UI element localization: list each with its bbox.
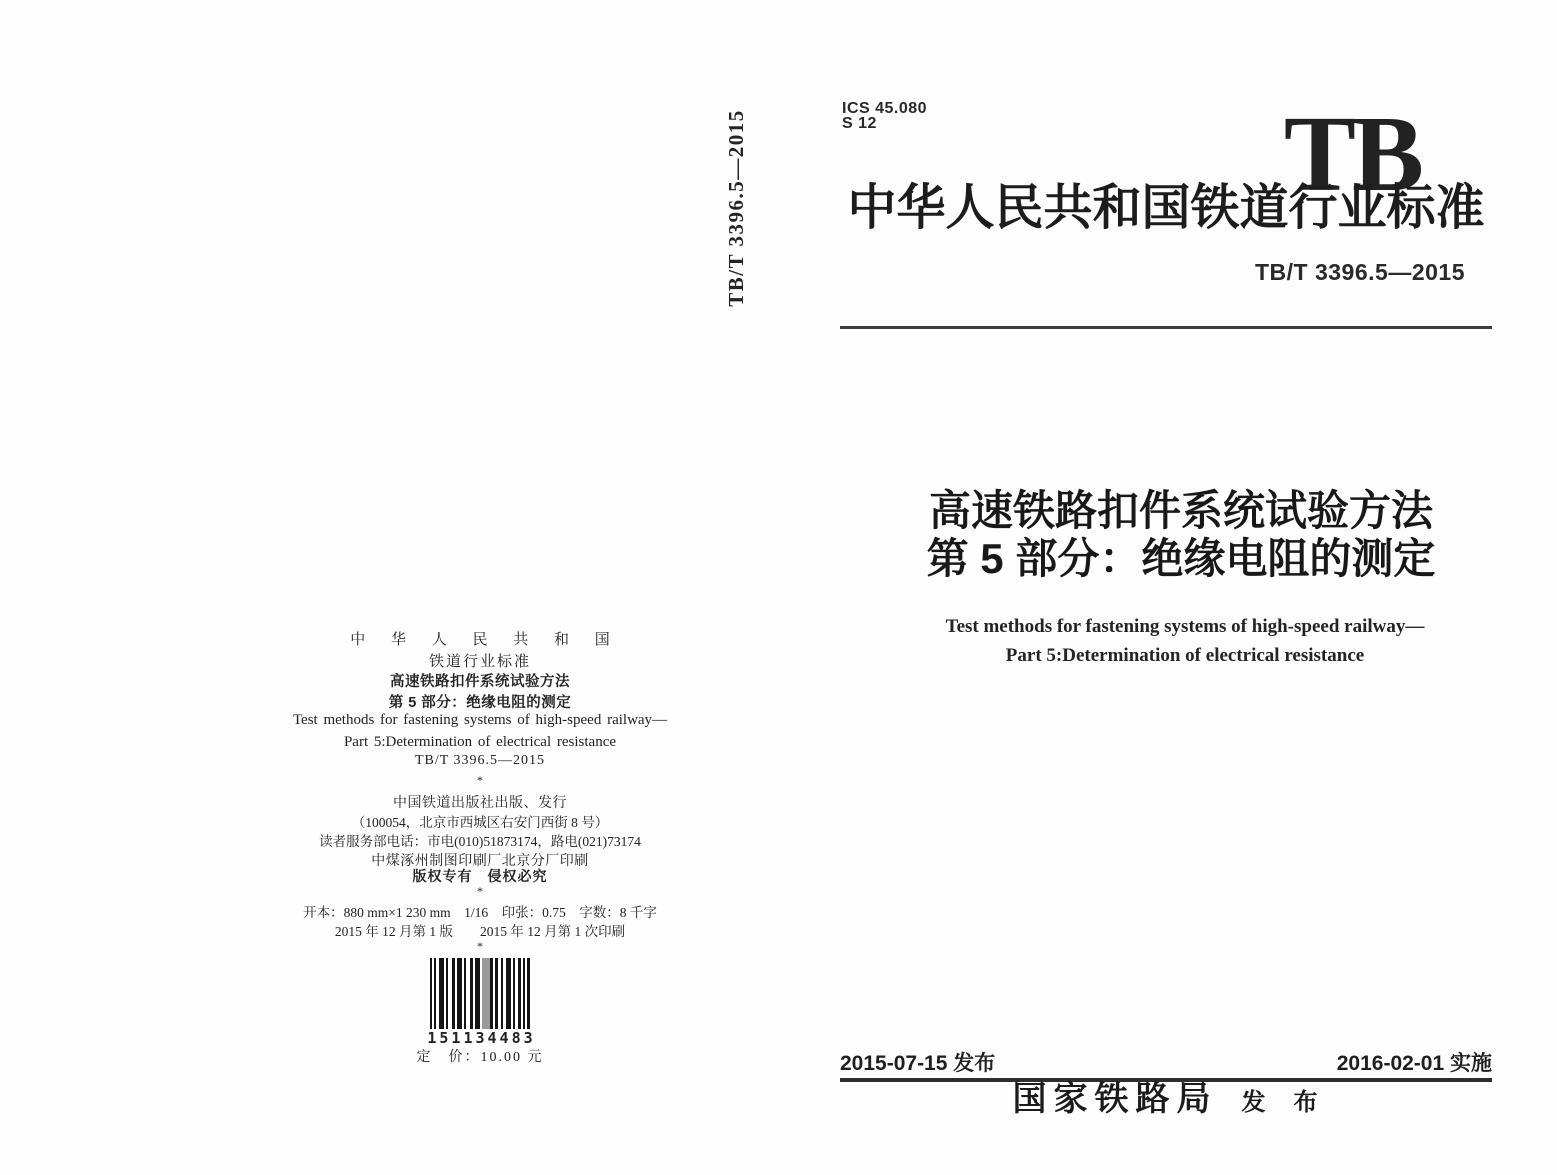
implement-date: 2016-02-01 实施 [1336, 1052, 1492, 1075]
phone-line: 读者服务部电话：市电(010)51873174，路电(021)73174 [319, 834, 641, 849]
format-line: 开本：880 mm×1 230 mm 1/16 印张：0.75 字数：8 千字 [303, 905, 657, 920]
issuer-action: 发 布 [1241, 1089, 1320, 1116]
colophon [230, 628, 730, 1064]
cover-page [840, 0, 1492, 1175]
separator-star: * [477, 939, 483, 953]
issuer-row [840, 1082, 1492, 1118]
edition-line: 2015 年 12 月第 1 版 2015 年 12 月第 1 次印刷 [334, 924, 626, 939]
colophon-title-en-2: Part 5:Determination of electrical resistance [343, 734, 617, 750]
colophon-country-line: 中 华 人 民 共 和 国 [350, 632, 621, 648]
classification-code: S 12 [842, 115, 877, 132]
separator-star: * [477, 773, 483, 787]
title-page [230, 0, 790, 1175]
cover-title-cn-1: 高速铁路扣件系统试验方法 [928, 487, 1433, 534]
publisher-line: 中国铁道出版社出版、发行 [393, 796, 567, 811]
cover-title-en-2: Part 5:Determination of electrical resistance [1005, 645, 1365, 666]
issue-date: 2015-07-15 发布 [840, 1052, 996, 1075]
colophon-title-cn-2: 第 5 部分：绝缘电阻的测定 [388, 695, 572, 711]
ics-block [842, 101, 927, 131]
printer-line: 中煤涿州制图印刷厂北京分厂印刷 [371, 854, 589, 869]
colophon-standard-number: TB/T 3396.5—2015 [414, 753, 546, 768]
colophon-standard-type: 铁道行业标准 [428, 654, 531, 670]
barcode [430, 958, 530, 1029]
cover-title-cn [870, 487, 1492, 583]
issuer-name: 国家铁路局 [1012, 1081, 1218, 1118]
barcode-number: 151134483 [427, 1029, 536, 1047]
address-line: （100054，北京市西城区右安门西街 8 号） [351, 815, 609, 830]
spine-standard-number: TB/T 3396.5—2015 [724, 109, 748, 307]
header-rule [840, 326, 1492, 329]
colophon-title-en-1: Test methods for fastening systems of high-speed railway— [292, 712, 668, 728]
cover-title-cn-2: 第 5 部分：绝缘电阻的测定 [926, 535, 1436, 582]
ics-code: ICS 45.080 [842, 100, 928, 117]
cover-title-en [859, 612, 1511, 670]
separator-star: * [477, 884, 483, 898]
tb-logo: TB [1283, 95, 1420, 214]
colophon-title-cn-1: 高速铁路扣件系统试验方法 [390, 674, 570, 690]
cover-standard-number: TB/T 3396.5—2015 [1254, 259, 1465, 285]
dates-row [840, 1052, 1492, 1077]
cover-header-title: 中华人民共和国铁道行业标准 [847, 180, 1485, 235]
price-line: 定 价：10.00 元 [416, 1050, 544, 1065]
cover-title-en-1: Test methods for fastening systems of high-speed railway— [945, 616, 1425, 637]
copyright-line: 版权专有 侵权必究 [412, 868, 548, 884]
